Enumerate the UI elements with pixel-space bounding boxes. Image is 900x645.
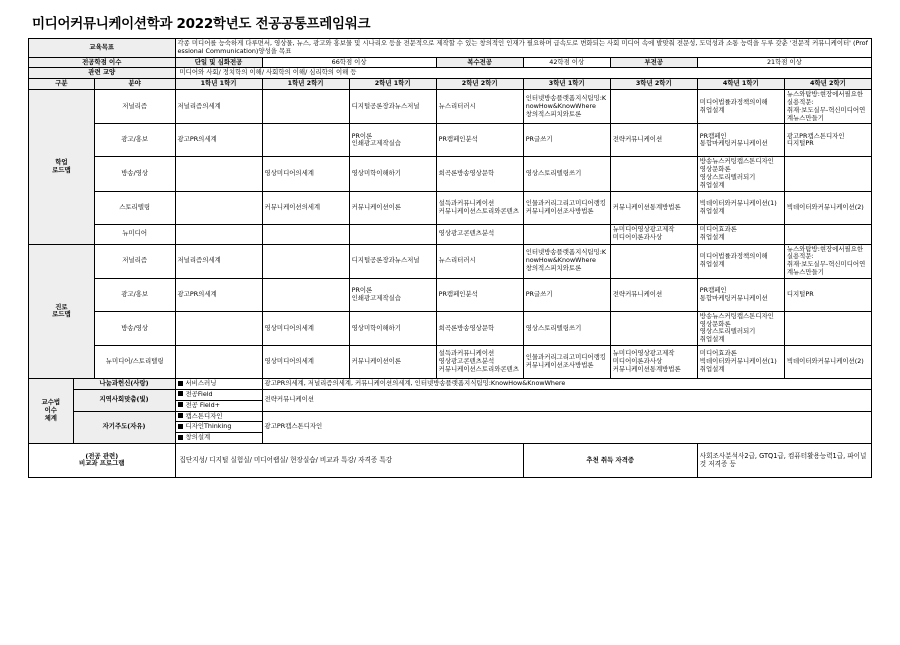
table-row	[29, 57, 872, 68]
course-cell: PR캠페인분석	[436, 124, 523, 157]
group-label-line2: 로드맵	[52, 165, 71, 174]
course-cell: 뉴미디어영상광고제작 미디어이론과사상 커뮤니케이션통계방법론	[610, 346, 697, 379]
group-label-academic-roadmap	[29, 90, 95, 245]
course-cell: 커뮤니케이션통계방법론	[610, 191, 697, 224]
table-row	[29, 68, 872, 79]
table-row	[29, 191, 872, 224]
credit-item-0-label: 단일 및 심화전공	[175, 57, 262, 68]
course-cell	[262, 224, 349, 244]
extracurricular-label-line2: 비교과 프로그램	[79, 459, 125, 468]
table-row	[29, 124, 872, 157]
course-cell: PR글쓰기	[523, 278, 610, 311]
course-cell: 뉴스와탐방:현장에서필요한실용적문: 취재·보도실무-혁신미디어연계뉴스만들기	[784, 244, 871, 278]
course-cell: 전략커뮤니케이션	[610, 124, 697, 157]
course-cell: 희곡론방송영상문학	[436, 157, 523, 191]
field-name: 방송/영상	[94, 311, 175, 345]
group-label-line1: 진로	[55, 302, 68, 311]
course-cell	[784, 224, 871, 244]
bullet-square-icon	[178, 391, 183, 396]
credit-item-2-value: 21학점 이상	[697, 57, 871, 68]
page-title: 미디어커뮤니케이션학과 2022학년도 전공공통프레임워크	[32, 16, 371, 32]
course-cell: 인터넷방송플랫폼지식팀밍:KnowHow&KnowWhere 창의적스피치와토론	[523, 90, 610, 124]
course-cell: 방송뉴스커팅캡스톤디자인 영상문화론 영상스토리텔러되기 취업설계	[697, 311, 784, 345]
method-tag: 창의설계	[175, 433, 262, 444]
field-name: 저널리즘	[94, 244, 175, 278]
method-row-name: 자기주도(자유)	[73, 411, 175, 443]
course-cell	[175, 224, 262, 244]
method-row-name: 나눔과헌신(사랑)	[73, 379, 175, 390]
col-header-sem-5: 3학년 2학기	[610, 79, 697, 90]
course-cell	[262, 90, 349, 124]
field-name: 뉴미디어	[94, 224, 175, 244]
course-cell	[175, 311, 262, 345]
course-cell: 인물과커리그리고미디어랭킹 커뮤니케이션조사방법론	[523, 191, 610, 224]
course-cell: 광고PR의세계	[175, 278, 262, 311]
course-cell: 광고PR의세계	[175, 124, 262, 157]
course-cell: 영상미디어의세계	[262, 346, 349, 379]
bullet-square-icon	[178, 402, 183, 407]
table-row	[29, 379, 872, 390]
course-cell: PR이론 인쇄광고제작실습	[349, 124, 436, 157]
col-header-gubun: 구분	[29, 79, 95, 90]
extracurricular-label-line1: (전공 관련)	[85, 451, 119, 460]
course-cell: 뉴스리터러시	[436, 244, 523, 278]
field-name: 광고/홍보	[94, 278, 175, 311]
course-cell: 광고PR캡스톤디자인 디지털PR	[784, 124, 871, 157]
col-header-sem-3: 2학년 2학기	[436, 79, 523, 90]
course-cell: 미디어효과론 취업설계	[697, 224, 784, 244]
course-cell: 설득과커뮤니케이션 영상광고콘텐츠분석 커뮤니케이션스토리와콘텐츠	[436, 346, 523, 379]
course-cell: 영상미디어의세계	[262, 157, 349, 191]
table-row	[29, 346, 872, 379]
bullet-square-icon	[178, 435, 183, 440]
col-header-sem-2: 2학년 1학기	[349, 79, 436, 90]
table-row	[29, 411, 872, 422]
course-cell	[262, 124, 349, 157]
course-cell: 미디어법률과정책의이해 취업설계	[697, 244, 784, 278]
method-tag: 전공 Field+	[175, 400, 262, 411]
liberal-text: 미디어와 사회/ 정치학의 이해/ 사회학의 이해/ 심리학의 이해 등	[175, 68, 872, 79]
table-row	[29, 389, 872, 400]
col-header-sem-1: 1학년 2학기	[262, 79, 349, 90]
course-cell: 저널리즘의세계	[175, 244, 262, 278]
liberal-label: 관련 교양	[29, 68, 176, 79]
col-header-sem-4: 3학년 1학기	[523, 79, 610, 90]
group-label-line2: 로드맵	[52, 310, 71, 319]
col-header-sem-6: 4학년 1학기	[697, 79, 784, 90]
course-cell: 디지털공론장과뉴스저널	[349, 90, 436, 124]
extracurricular-content: 집단지성/ 디지털 실험실/ 미디어랩실/ 현장실습/ 비교과 특강/ 자격증 특강	[175, 443, 523, 477]
course-cell	[175, 346, 262, 379]
method-content: 전략커뮤니케이션	[262, 389, 871, 411]
course-cell: 디지털공론장과뉴스저널	[349, 244, 436, 278]
course-cell: PR캠페인분석	[436, 278, 523, 311]
table-row	[29, 39, 872, 58]
course-cell: 뉴미디어영상광고제작 미디어이론과사상	[610, 224, 697, 244]
course-cell: PR이론 인쇄광고제작실습	[349, 278, 436, 311]
education-goal-label: 교육목표	[29, 39, 176, 58]
course-cell: 영상광고콘텐츠분석	[436, 224, 523, 244]
group-label-career-roadmap	[29, 244, 95, 379]
credit-item-0-value: 66학점 이상	[262, 57, 436, 68]
col-header-sem-7: 4학년 2학기	[784, 79, 871, 90]
course-cell: 커뮤니케이션이론	[349, 191, 436, 224]
course-cell: 희곡론방송영상문학	[436, 311, 523, 345]
course-cell: 인물과커리그리고미디어랭킹 커뮤니케이션조사방법론	[523, 346, 610, 379]
credit-item-2-label: 부전공	[610, 57, 697, 68]
course-cell: 미디어효과론 빅데이터와커뮤니케이션(1) 취업설계	[697, 346, 784, 379]
course-cell: 빅데이터와커뮤니케이션(2)	[784, 346, 871, 379]
course-cell: 커뮤니케이션이론	[349, 346, 436, 379]
course-cell	[610, 157, 697, 191]
course-cell	[784, 311, 871, 345]
course-cell: PR글쓰기	[523, 124, 610, 157]
credit-item-1-value: 42학점 이상	[523, 57, 610, 68]
course-cell	[349, 224, 436, 244]
credit-item-1-label: 복수전공	[436, 57, 523, 68]
teaching-label-line2: 이수	[44, 406, 57, 415]
teaching-label-line1: 교수법	[41, 398, 61, 407]
course-cell: PR캠페인 통합마케팅커뮤니케이션	[697, 124, 784, 157]
table-header-row	[29, 79, 872, 90]
course-cell: 디지털PR	[784, 278, 871, 311]
course-cell: 빅데이터와커뮤니케이션(1) 취업설계	[697, 191, 784, 224]
course-cell: 설득과커뮤니케이션 커뮤니케이션스토리와콘텐츠	[436, 191, 523, 224]
table-row	[29, 90, 872, 124]
method-tag: 디자인Thinking	[175, 422, 262, 433]
certificate-label: 추천 취득 자격증	[523, 443, 697, 477]
course-cell	[262, 278, 349, 311]
method-tag: 캡스톤디자인	[175, 411, 262, 422]
field-name: 스토리텔링	[94, 191, 175, 224]
method-content: 광고PR의세계, 저널리즘의세계, 커뮤니케이션의세계, 인터넷방송플랫폼지식팀밍:KnowHow&KnowWhere	[262, 379, 871, 390]
group-label-line1: 학업	[55, 158, 68, 166]
course-cell	[523, 224, 610, 244]
credit-label: 전공학점 이수	[29, 57, 176, 68]
extracurricular-label	[29, 443, 176, 477]
method-tag: 서비스러닝	[175, 379, 262, 390]
course-cell: PR캠페인 통합마케팅커뮤니케이션	[697, 278, 784, 311]
certificate-content: 사회조사분석사2급, GTQ1급, 컴퓨터활용능력1급, 파이널것 저격증 등	[697, 443, 871, 477]
field-name: 광고/홍보	[94, 124, 175, 157]
course-cell: 뉴스와탐방:현장에서필요한실용적문: 취재·보도실무-혁신미디어연계뉴스만들기	[784, 90, 871, 124]
field-name: 저널리즘	[94, 90, 175, 124]
course-cell: 빅데이터와커뮤니케이션(2)	[784, 191, 871, 224]
course-cell: 전략커뮤니케이션	[610, 278, 697, 311]
table-row	[29, 278, 872, 311]
course-cell: 영상스토리텔링쓰기	[523, 311, 610, 345]
field-name: 방송/영상	[94, 157, 175, 191]
method-content: 광고PR캡스톤디자인	[262, 411, 871, 443]
bullet-square-icon	[178, 381, 183, 386]
course-cell	[262, 244, 349, 278]
course-cell	[784, 157, 871, 191]
course-cell	[610, 244, 697, 278]
group-label-teaching-method	[29, 379, 74, 444]
course-cell	[175, 191, 262, 224]
course-cell: 영상미디어의세계	[262, 311, 349, 345]
bullet-square-icon	[178, 413, 183, 418]
method-row-name: 지역사회맞춤(빛)	[73, 389, 175, 411]
table-row	[29, 311, 872, 345]
course-cell: 미디어법률과정책의이해 취업설계	[697, 90, 784, 124]
course-cell	[175, 157, 262, 191]
bullet-square-icon	[178, 424, 183, 429]
course-cell: 저널리즘의세계	[175, 90, 262, 124]
table-row	[29, 157, 872, 191]
course-cell: 인터넷방송플랫폼지식팀밍:KnowHow&KnowWhere 창의적스피치와토론	[523, 244, 610, 278]
table-row	[29, 224, 872, 244]
course-cell: 뉴스리터러시	[436, 90, 523, 124]
col-header-sem-0: 1학년 1학기	[175, 79, 262, 90]
framework-table	[28, 38, 872, 478]
education-goal-text: 각종 미디어를 능숙하게 다루면서, 영상물, 뉴스, 광고와 홍보물 및 시나리오 등을 전문적으로 제작할 수 있는 창의적인 인재가 필요하며 급속도로 변화되는 사회 미디어 속에 발맞춰 전문성, 도덕성과 소통 능력을 두루 갖춘 '전문적 커뮤니케이터' (Professional Communication)양성을 목표	[175, 39, 872, 58]
field-name: 뉴미디어/스토리텔링	[94, 346, 175, 379]
course-cell: 영상미학이해하기	[349, 157, 436, 191]
course-cell: 영상미학이해하기	[349, 311, 436, 345]
course-cell: 영상스토리텔링쓰기	[523, 157, 610, 191]
method-tag: 전공Field	[175, 389, 262, 400]
course-cell	[610, 311, 697, 345]
course-cell	[610, 90, 697, 124]
col-header-field: 분야	[94, 79, 175, 90]
course-cell: 커뮤니케이션의세계	[262, 191, 349, 224]
course-cell: 방송뉴스커팅캡스톤디자인 영상문화론 영상스토리텔러되기 취업설계	[697, 157, 784, 191]
teaching-label-line3: 체계	[44, 413, 57, 422]
table-row	[29, 244, 872, 278]
table-row	[29, 443, 872, 477]
